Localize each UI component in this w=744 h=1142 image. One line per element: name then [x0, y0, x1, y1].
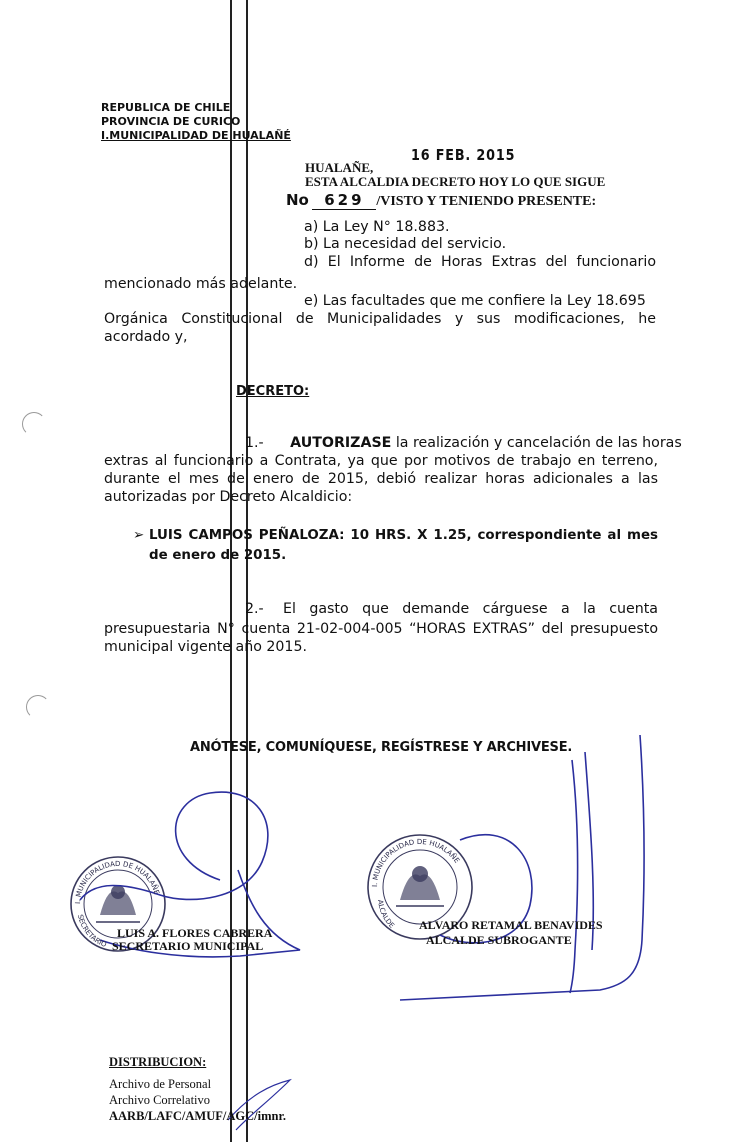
punch-hole-bottom	[26, 695, 50, 719]
bullet-arrow-icon: ➢	[133, 528, 145, 543]
right-seal-ring-text: I. MUNICIPALIDAD DE HUALAÑE	[370, 837, 461, 888]
left-signatory-title: SECRETARIO MUNICIPAL	[112, 939, 264, 953]
letterhead	[101, 101, 291, 143]
letterhead-country: REPUBLICA DE CHILE	[101, 101, 231, 114]
left-seal-bottom-text: SECRETARIO	[75, 913, 108, 949]
beneficiary-text: LUIS CAMPOS PEÑALOZA: 10 HRS. X 1.25, correspondiente al mes de enero de 2015.	[149, 528, 658, 563]
item2-body: presupuestaria N° cuenta 21-02-004-005 “HORAS EXTRAS” del presupuesto municipal vigente año 2015.	[104, 621, 658, 655]
item1-first-line	[245, 434, 682, 452]
item1-keyword: AUTORIZASE	[290, 435, 392, 451]
consideration-e-rest: Orgánica Constitucional de Municipalidades y sus modificaciones, he acordado y,	[104, 311, 656, 345]
right-signatory-title: ALCALDE SUBROGANTE	[426, 933, 572, 947]
consideration-b: b) La necesidad del servicio.	[304, 236, 507, 252]
decreto-title: DECRETO:	[236, 384, 310, 399]
decree-number-value: 629	[324, 191, 365, 209]
item1-first-text: la realización y cancelación de las horas	[391, 435, 682, 451]
letterhead-province: PROVINCIA DE CURICO	[101, 115, 241, 128]
visto-text: /VISTO Y TENIENDO PRESENTE:	[376, 194, 597, 209]
heading-decree-line: ESTA ALCALDIA DECRETO HOY LO QUE SIGUE	[305, 174, 606, 189]
right-signature	[400, 735, 644, 1000]
scan-line-left	[230, 0, 232, 1142]
letterhead-municipality: I.MUNICIPALIDAD DE HUALAÑÉ	[101, 129, 291, 142]
date-stamp: 16 FEB. 2015	[411, 146, 516, 164]
distribution-item: Archivo de Personal	[109, 1077, 212, 1091]
decree-number-line	[286, 191, 596, 210]
consideration-a: a) La Ley N° 18.883.	[304, 219, 450, 235]
distribution	[109, 1054, 286, 1124]
consideration-d-rest: mencionado más adelante.	[104, 276, 298, 292]
item2-first-line	[245, 600, 658, 618]
consideration-e-first: e) Las facultades que me confiere la Ley 18.695	[304, 293, 646, 309]
right-seal-bottom-text: ALCALDE	[375, 899, 396, 930]
beneficiary-item	[133, 526, 658, 566]
item1-body: extras al funcionario a Contrata, ya que por motivos de trabajo en terreno, durante el mes de enero de 2015, debió realizar horas adicionales a las autorizadas por Decreto Alcaldicio:	[104, 453, 658, 505]
heading-city: HUALAÑE,	[305, 160, 374, 175]
consideration-d-first: d) El Informe de Horas Extras del funcionario	[304, 254, 656, 270]
decree-number	[312, 191, 376, 210]
distribution-item: Archivo Correlativo	[109, 1093, 211, 1107]
closing-formula: ANÓTESE, COMUNÍQUESE, REGÍSTRESE Y ARCHIVESE.	[190, 740, 573, 755]
scan-line-right	[246, 0, 248, 1142]
distribution-title: DISTRIBUCION:	[109, 1055, 207, 1069]
item2-number: 2.-	[245, 601, 264, 617]
punch-hole-top	[22, 412, 46, 436]
right-signatory-name: ALVARO RETAMAL BENAVIDES	[419, 918, 603, 932]
decree-number-prefix: No	[286, 191, 309, 209]
item1-number: 1.-	[245, 435, 264, 451]
left-seal-ring-text: I. MUNICIPALIDAD DE HUALAÑE	[73, 859, 161, 905]
left-signatory-name: LUIS A. FLORES CABRERA	[117, 926, 273, 940]
item2-first-text: El gasto que demande cárguese a la cuenta	[283, 601, 658, 617]
distribution-initials: AARB/LAFC/AMUF/AGC/imnr.	[109, 1109, 286, 1123]
